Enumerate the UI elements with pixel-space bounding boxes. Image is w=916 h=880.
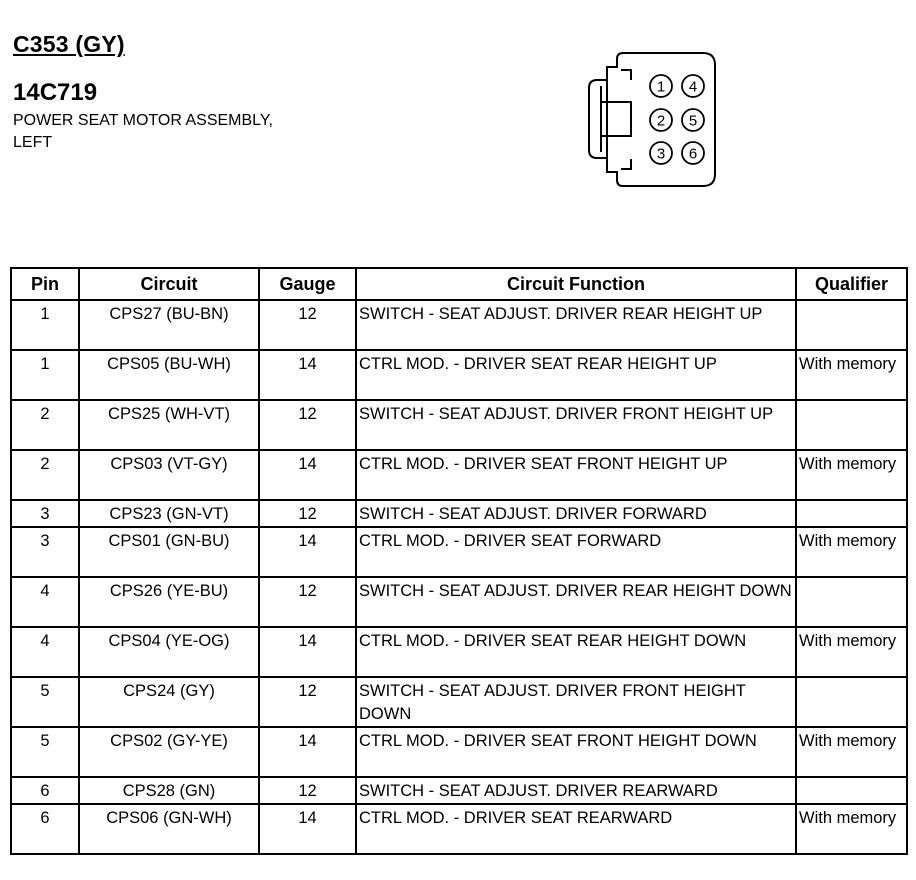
pin-4: [682, 75, 704, 97]
circuit-function-cell: SWITCH - SEAT ADJUST. DRIVER FRONT HEIGHT DOWN: [356, 677, 796, 727]
gauge-cell: 14: [259, 527, 356, 577]
qualifier-cell: With memory: [796, 804, 907, 854]
pin-cell: 1: [11, 350, 79, 400]
svg-text:3: 3: [656, 145, 666, 163]
header-pin: Pin: [11, 268, 79, 300]
circuit-function-cell: CTRL MOD. - DRIVER SEAT REAR HEIGHT UP: [356, 350, 796, 400]
circuit-cell: CPS02 (GY-YE): [79, 727, 259, 777]
pin-1: [650, 75, 672, 97]
pin-cell: 5: [11, 727, 79, 777]
gauge-cell: 12: [259, 500, 356, 527]
pin-cell: 6: [11, 804, 79, 854]
pin-2: [650, 109, 672, 131]
circuit-function-cell: SWITCH - SEAT ADJUST. DRIVER REAR HEIGHT DOWN: [356, 577, 796, 627]
gauge-cell: 12: [259, 400, 356, 450]
table-header-row: [11, 268, 907, 300]
circuit-function-cell: CTRL MOD. - DRIVER SEAT REAR HEIGHT DOWN: [356, 627, 796, 677]
pin-cell: 6: [11, 777, 79, 804]
pin-cell: 1: [11, 300, 79, 350]
circuit-function-cell: CTRL MOD. - DRIVER SEAT FRONT HEIGHT DOWN: [356, 727, 796, 777]
gauge-cell: 14: [259, 450, 356, 500]
circuit-cell: CPS24 (GY): [79, 677, 259, 727]
circuit-function-cell: CTRL MOD. - DRIVER SEAT FORWARD: [356, 527, 796, 577]
circuit-cell: CPS06 (GN-WH): [79, 804, 259, 854]
pin-cell: 4: [11, 627, 79, 677]
qualifier-cell: With memory: [796, 527, 907, 577]
circuit-cell: CPS27 (BU-BN): [79, 300, 259, 350]
table-row: [11, 500, 907, 527]
qualifier-cell: [796, 400, 907, 450]
table-row: [11, 677, 907, 727]
circuit-cell: CPS04 (YE-OG): [79, 627, 259, 677]
pin-3: [650, 142, 672, 164]
svg-text:6: 6: [688, 145, 698, 163]
gauge-cell: 12: [259, 577, 356, 627]
gauge-cell: 12: [259, 677, 356, 727]
table-row: [11, 727, 907, 777]
pin-6: [682, 142, 704, 164]
table-row: [11, 400, 907, 450]
gauge-cell: 14: [259, 727, 356, 777]
circuit-cell: CPS25 (WH-VT): [79, 400, 259, 450]
gauge-cell: 12: [259, 777, 356, 804]
qualifier-cell: [796, 677, 907, 727]
qualifier-cell: With memory: [796, 450, 907, 500]
description-line-1: POWER SEAT MOTOR ASSEMBLY,: [13, 112, 273, 129]
table-row: [11, 577, 907, 627]
header-gauge: Gauge: [259, 268, 356, 300]
circuit-function-cell: SWITCH - SEAT ADJUST. DRIVER FRONT HEIGHT UP: [356, 400, 796, 450]
qualifier-cell: [796, 500, 907, 527]
table-row: [11, 350, 907, 400]
pinout-table: [10, 267, 908, 855]
circuit-function-cell: SWITCH - SEAT ADJUST. DRIVER FORWARD: [356, 500, 796, 527]
table-row: [11, 804, 907, 854]
qualifier-cell: With memory: [796, 627, 907, 677]
header-circuit-function: Circuit Function: [356, 268, 796, 300]
circuit-cell: CPS01 (GN-BU): [79, 527, 259, 577]
circuit-function-cell: SWITCH - SEAT ADJUST. DRIVER REAR HEIGHT UP: [356, 300, 796, 350]
pin-cell: 3: [11, 500, 79, 527]
part-number: 14C719: [13, 79, 98, 106]
svg-text:1: 1: [656, 78, 666, 96]
table-row: [11, 300, 907, 350]
circuit-function-cell: SWITCH - SEAT ADJUST. DRIVER REARWARD: [356, 777, 796, 804]
table-row: [11, 527, 907, 577]
circuit-cell: CPS28 (GN): [79, 777, 259, 804]
pin-cell: 3: [11, 527, 79, 577]
table-row: [11, 777, 907, 804]
pin-cell: 2: [11, 400, 79, 450]
qualifier-cell: [796, 777, 907, 804]
connector-id: C353 (GY): [13, 31, 125, 57]
connector-face-diagram: [585, 50, 725, 190]
gauge-cell: 14: [259, 627, 356, 677]
circuit-function-cell: CTRL MOD. - DRIVER SEAT REARWARD: [356, 804, 796, 854]
description-line-2: LEFT: [13, 134, 53, 151]
qualifier-cell: [796, 577, 907, 627]
svg-text:4: 4: [688, 78, 698, 96]
pin-5: [682, 109, 704, 131]
circuit-function-cell: CTRL MOD. - DRIVER SEAT FRONT HEIGHT UP: [356, 450, 796, 500]
circuit-cell: CPS03 (VT-GY): [79, 450, 259, 500]
gauge-cell: 14: [259, 804, 356, 854]
circuit-cell: CPS26 (YE-BU): [79, 577, 259, 627]
pin-cell: 4: [11, 577, 79, 627]
pin-cell: 2: [11, 450, 79, 500]
qualifier-cell: With memory: [796, 350, 907, 400]
svg-text:5: 5: [688, 112, 698, 130]
qualifier-cell: With memory: [796, 727, 907, 777]
gauge-cell: 14: [259, 350, 356, 400]
circuit-cell: CPS23 (GN-VT): [79, 500, 259, 527]
header-qualifier: Qualifier: [796, 268, 907, 300]
pin-cell: 5: [11, 677, 79, 727]
table-row: [11, 627, 907, 677]
qualifier-cell: [796, 300, 907, 350]
header-circuit: Circuit: [79, 268, 259, 300]
gauge-cell: 12: [259, 300, 356, 350]
svg-text:2: 2: [656, 112, 666, 130]
table-row: [11, 450, 907, 500]
circuit-cell: CPS05 (BU-WH): [79, 350, 259, 400]
